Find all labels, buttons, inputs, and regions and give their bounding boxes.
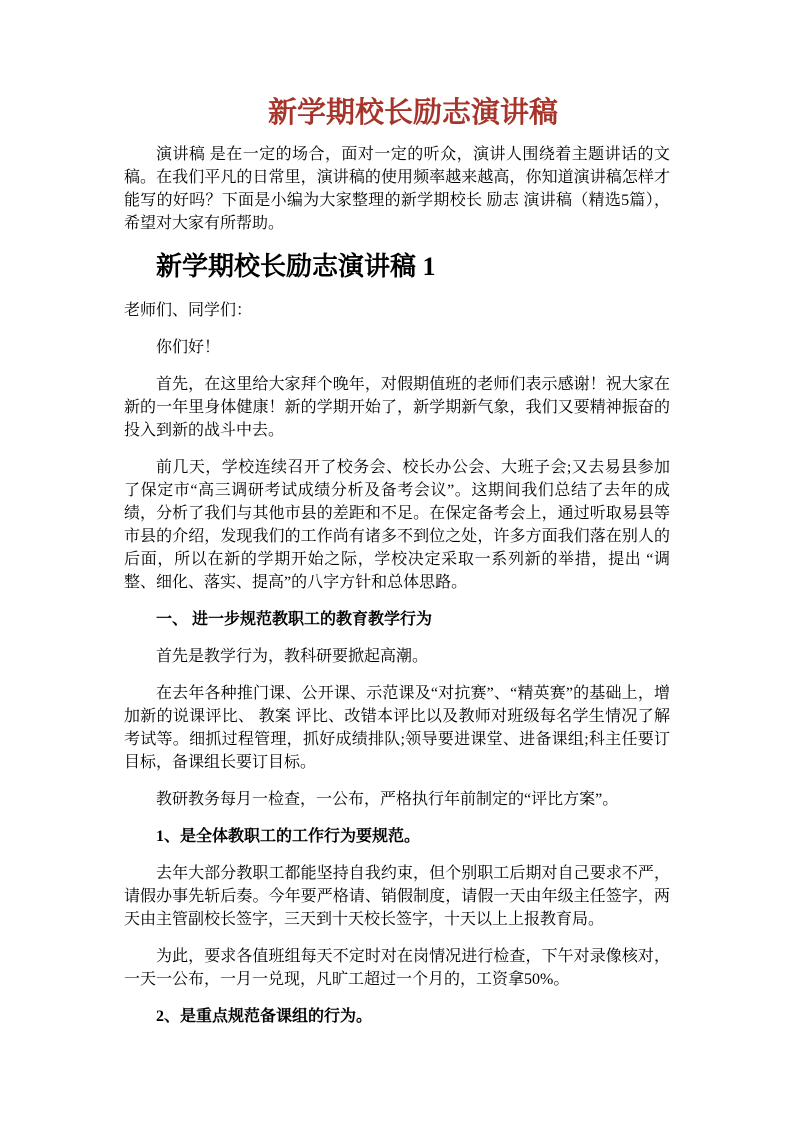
document-title: 新学期校长励志演讲稿: [267, 97, 558, 129]
subheading-sub2: 2、是重点规范备课组的行为。: [156, 1008, 373, 1025]
paragraph-inspection: 教研教务每月一检查，一公布，严格执行年前制定的“评比方案”。: [156, 791, 619, 808]
section-heading: 新学期校长励志演讲稿 1: [156, 252, 436, 281]
paragraph-attendance: 为此，要求各值班组每天不定时对在岗情况进行检查，下午对录像核对，一天一公布，一月一兑现，凡旷工超过一个月的，工资拿50%。: [124, 948, 670, 988]
subheading-one: 一、 进一步规范教职工的教育教学行为: [156, 611, 433, 628]
paragraph-discipline: 去年大部分教职工都能坚持自我约束，但个别职工后期对自己要求不严，请假办事先斩后奏。今年要严格请、销假制度，请假一天由年级主任签字，两天由主管副校长签字，三天到十天校长签字，十天以上上报教育局。: [124, 865, 670, 928]
subheading-sub1: 1、是全体教职工的工作行为要规范。: [156, 828, 421, 845]
intro-paragraph: 演讲稿 是在一定的场合，面对一定的听众，演讲人围绕着主题讲话的文稿。在我们平凡的日常里，演讲稿的使用频率越来越高，你知道演讲稿怎样才能写的好吗？下面是小编为大家整理的新学期校长 励志 演讲稿（精选5篇），希望对大家有所帮助。: [124, 146, 670, 232]
salutation-line: 老师们、同学们：: [124, 302, 253, 319]
paragraph-meetings: 前几天，学校连续召开了校务会、校长办公会、大班子会;又去易县参加了保定市“高三调研考试成绩分析及备考会议”。这期间我们总结了去年的成绩，分析了我们与其他市县的差距和不足。在保定备考会上，通过听取易县等市县的介绍，发现我们的工作尚有诸多不到位之处，许多方面我们落在别人的后面，所以在新的学期开始之际，学校决定采取一系列新的举措，提出 “调整、细化、落实、提高”的八字方针和总体思路。: [124, 459, 670, 591]
paragraph-competitions: 在去年各种推门课、公开课、示范课及“对抗赛”、“精英赛”的基础上，增加新的说课评比、 教案 评比、改错本评比以及教师对班级每名学生情况了解考试等。细抓过程管理，抓好成绩排队;领导要进课堂、进备课组;科主任要订目标，备课组长要订目标。: [124, 685, 670, 771]
paragraph-teaching: 首先是教学行为，教科研要掀起高潮。: [156, 648, 429, 665]
greeting-line: 你们好！: [156, 339, 221, 356]
paragraph-opening: 首先，在这里给大家拜个晚年，对假期值班的老师们表示感谢！祝大家在新的一年里身体健康！新的学期开始了，新学期新气象，我们又要精神振奋的投入到新的战斗中去。: [124, 376, 670, 439]
